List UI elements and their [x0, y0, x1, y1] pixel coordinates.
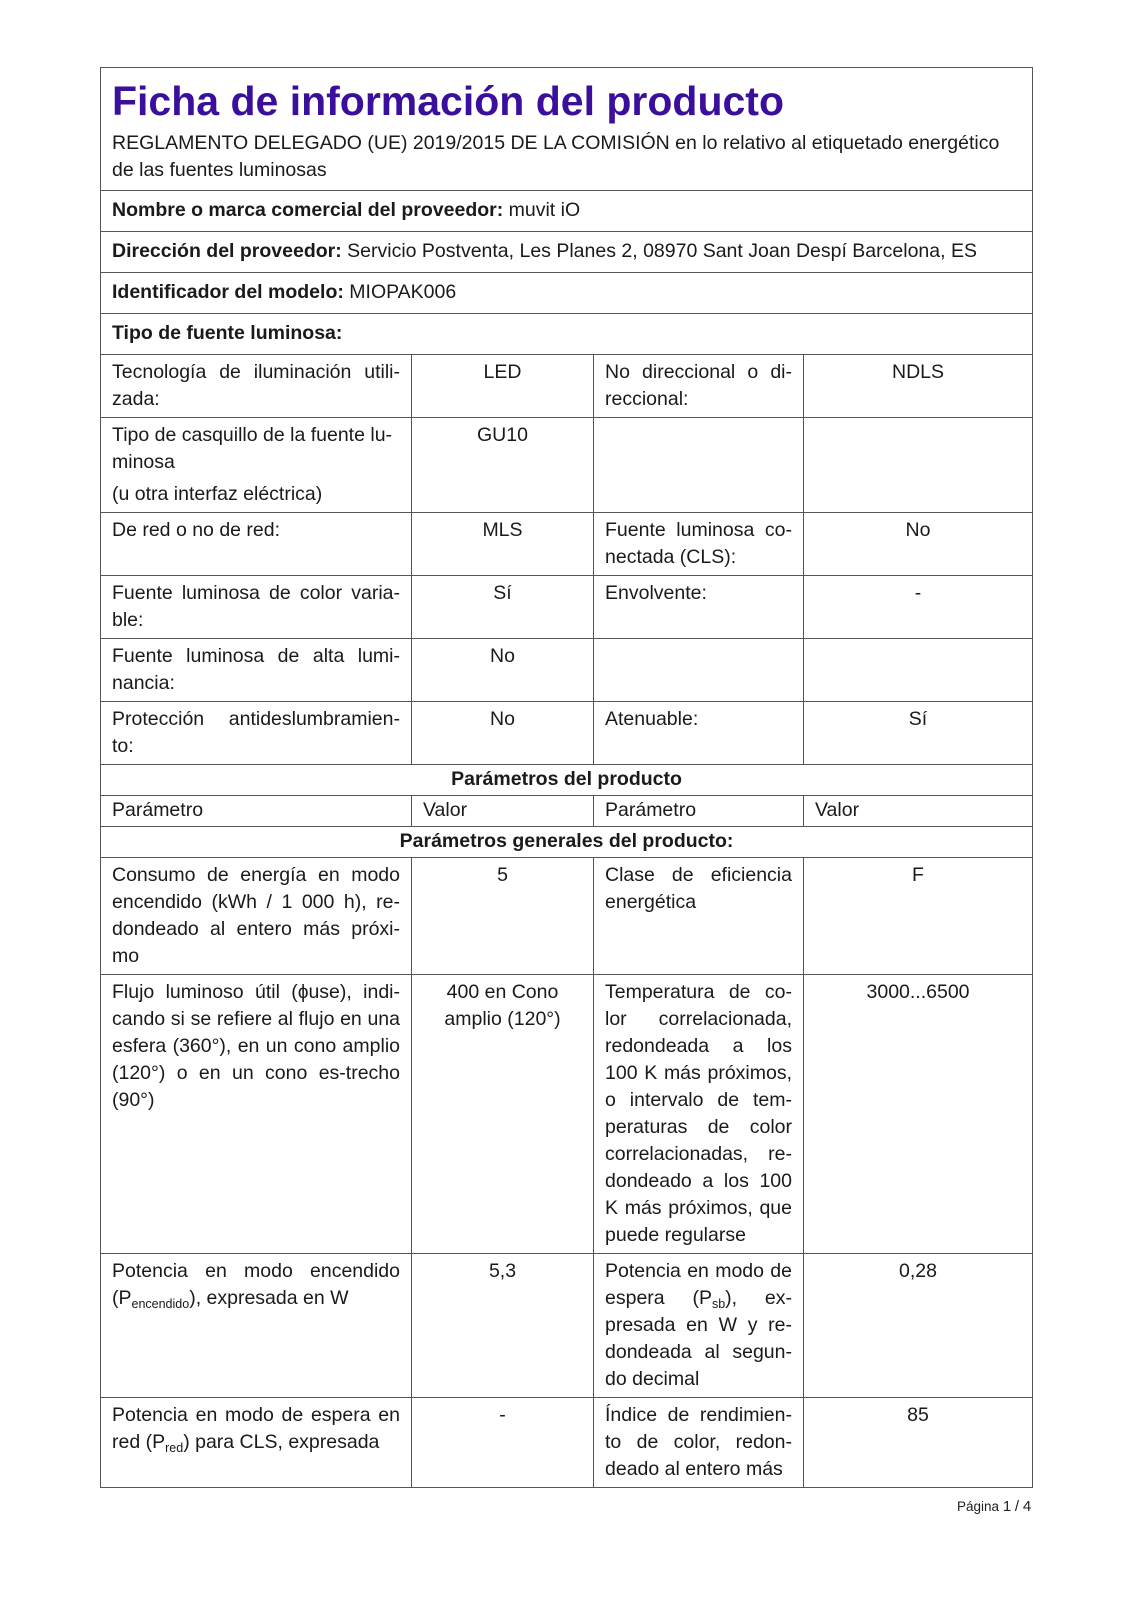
- type-value: LED: [412, 355, 594, 418]
- type-row: [101, 418, 1033, 513]
- page-current: 1: [1002, 1498, 1012, 1515]
- type-value: -: [804, 576, 1033, 639]
- param-label-cell: [101, 1398, 412, 1488]
- param-value: F: [804, 858, 1033, 975]
- model-id-value: MIOPAK006: [349, 281, 457, 303]
- type-value: No: [804, 513, 1033, 576]
- params-section-title: Parámetros del producto: [101, 765, 1033, 796]
- param-row: [101, 1254, 1033, 1398]
- param-row: [101, 975, 1033, 1254]
- param-value: 400 en Cono amplio (120°): [412, 975, 594, 1254]
- type-value: Sí: [804, 702, 1033, 765]
- product-info-sheet: [100, 67, 1032, 1488]
- param-label: Temperatura de co-lor correlacionada, redondeada a los 100 K más próximos, o intervalo de tem-peraturas de color correlacionadas, re-dondeado a los 100 K más próximos, que puede regularse: [594, 975, 804, 1254]
- type-row: [101, 639, 1033, 702]
- param-label-cell: [594, 1254, 804, 1398]
- model-id-row: [101, 273, 1033, 314]
- param-label-rest: ), expresada en W: [189, 1287, 349, 1309]
- type-label: Envolvente:: [594, 576, 804, 639]
- param-label-subscript: red: [165, 1441, 184, 1455]
- param-row: [101, 858, 1033, 975]
- general-params-row: [101, 827, 1033, 858]
- regulation-subtitle: REGLAMENTO DELEGADO (UE) 2019/2015 DE LA COMISIÓN en lo relativo al etiquetado energético de las fuentes luminosas: [112, 132, 1000, 181]
- param-value: 0,28: [804, 1254, 1033, 1398]
- type-label-cell: [101, 418, 412, 513]
- params-header-row: [101, 796, 1033, 827]
- page-title: Ficha de información del producto: [112, 78, 784, 124]
- page-label: Página: [957, 1499, 1000, 1514]
- supplier-address-value: Servicio Postventa, Les Planes 2, 08970 Sant Joan Despí Barcelona, ES: [347, 240, 977, 262]
- param-value: 3000...6500: [804, 975, 1033, 1254]
- type-label: Protección antideslumbramien-to:: [101, 702, 412, 765]
- type-value: No: [412, 639, 594, 702]
- param-label-cell: [101, 1254, 412, 1398]
- param-label: Índice de rendimien-to de color, redon-deado al entero más: [594, 1398, 804, 1488]
- type-label: Tecnología de iluminación utili-zada:: [101, 355, 412, 418]
- type-label: Fuente luminosa de color varia-ble:: [101, 576, 412, 639]
- supplier-name-value: muvit iO: [508, 199, 581, 221]
- param-label: Clase de eficiencia energética: [594, 858, 804, 975]
- param-label: Potencia en modo encendido (P: [112, 1260, 400, 1309]
- param-value: 85: [804, 1398, 1033, 1488]
- header-row: [101, 68, 1033, 191]
- supplier-name-row: [101, 191, 1033, 232]
- type-label: No direccional o di-reccional:: [594, 355, 804, 418]
- type-value: Sí: [412, 576, 594, 639]
- type-value: No: [412, 702, 594, 765]
- param-label: Potencia en modo de espera en red (P: [112, 1404, 400, 1453]
- page-separator: /: [1014, 1498, 1020, 1515]
- type-label: Atenuable:: [594, 702, 804, 765]
- type-value: [804, 418, 1033, 513]
- type-label: [594, 639, 804, 702]
- supplier-address-row: [101, 232, 1033, 273]
- param-value: -: [412, 1398, 594, 1488]
- light-source-type-row: [101, 314, 1033, 355]
- model-id-label: Identificador del modelo:: [112, 281, 344, 303]
- param-value: 5: [412, 858, 594, 975]
- type-label: De red o no de red:: [101, 513, 412, 576]
- param-label: Consumo de energía en modo encendido (kWh / 1 000 h), re-dondeado al entero más próxi-mo: [101, 858, 412, 975]
- general-params-title: Parámetros generales del producto:: [101, 827, 1033, 858]
- type-value: [804, 639, 1033, 702]
- light-source-type-label: Tipo de fuente luminosa:: [112, 322, 343, 344]
- type-row: [101, 702, 1033, 765]
- product-info-table: [100, 67, 1033, 1488]
- type-value: GU10: [412, 418, 594, 513]
- type-label: Fuente luminosa co-nectada (CLS):: [594, 513, 804, 576]
- param-row: [101, 1398, 1033, 1488]
- page-total: 4: [1022, 1498, 1032, 1515]
- supplier-name-label: Nombre o marca comercial del proveedor:: [112, 199, 504, 221]
- type-row: [101, 355, 1033, 418]
- param-label-rest: ) para CLS, expresada: [183, 1431, 380, 1453]
- type-value: MLS: [412, 513, 594, 576]
- type-label-note: (u otra interfaz eléctrica): [112, 483, 323, 505]
- param-label-subscript: encendido: [131, 1297, 190, 1311]
- type-row: [101, 576, 1033, 639]
- param-label-subscript: sb: [711, 1297, 726, 1311]
- type-label: Fuente luminosa de alta lumi-nancia:: [101, 639, 412, 702]
- type-row: [101, 513, 1033, 576]
- page-number: [957, 1498, 1031, 1515]
- type-label: Tipo de casquillo de la fuente lu-minosa: [112, 424, 393, 473]
- supplier-address-label: Dirección del proveedor:: [112, 240, 342, 262]
- col-header-value: Valor: [412, 796, 594, 827]
- col-header-param: Parámetro: [594, 796, 804, 827]
- col-header-value: Valor: [804, 796, 1033, 827]
- params-section-row: [101, 765, 1033, 796]
- type-label: [594, 418, 804, 513]
- type-value: NDLS: [804, 355, 1033, 418]
- param-label: Flujo luminoso útil (ɸuse), indi-cando si se refiere al flujo en una esfera (360°), en un cono amplio (120°) o en un cono es-trecho (90°): [101, 975, 412, 1254]
- param-value: 5,3: [412, 1254, 594, 1398]
- col-header-param: Parámetro: [101, 796, 412, 827]
- param-label-rest: ), ex-presada en W y re-dondeada al segun-do decimal: [605, 1287, 793, 1390]
- header-cell: [101, 68, 1033, 191]
- param-label: Potencia en modo de espera (P: [605, 1260, 792, 1309]
